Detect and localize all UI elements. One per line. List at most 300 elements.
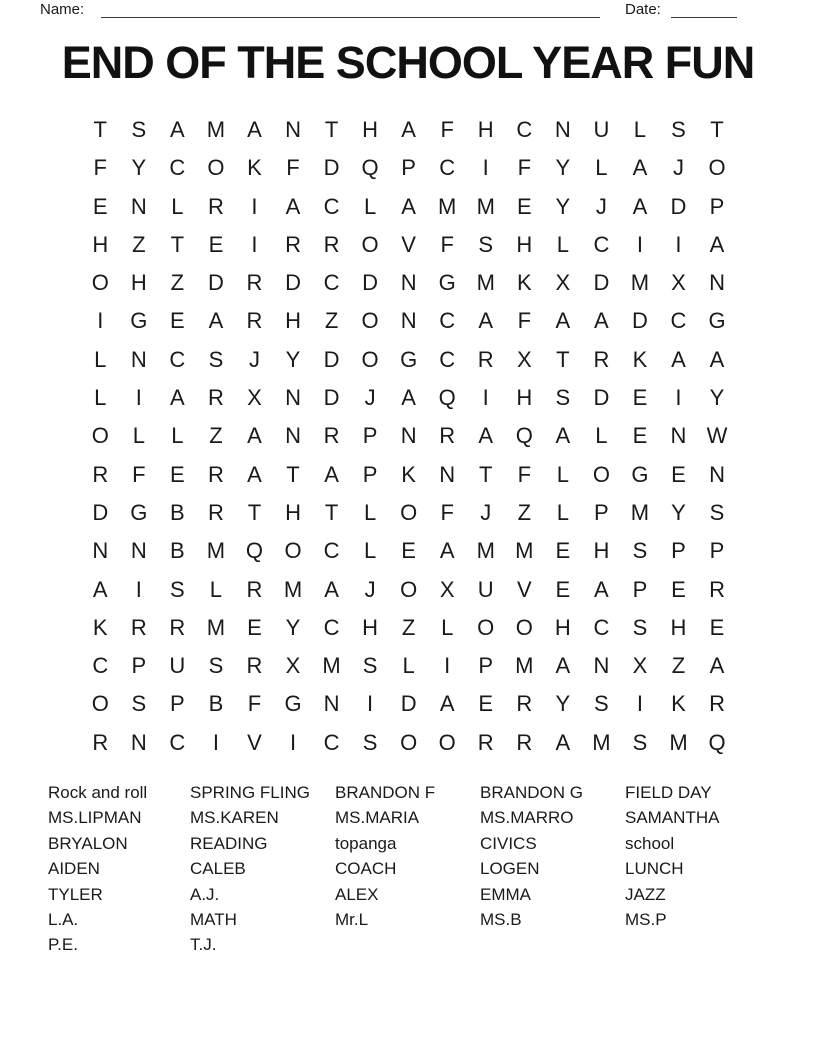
grid-cell: I — [444, 653, 451, 679]
word-list — [0, 780, 816, 980]
grid-cell: O — [284, 538, 302, 564]
grid-cell: Y — [131, 155, 147, 181]
grid-cell: B — [170, 538, 185, 564]
grid-row — [81, 149, 736, 187]
grid-cell: Z — [517, 499, 532, 525]
grid-cell: S — [671, 117, 686, 142]
grid-cell: J — [364, 576, 376, 602]
grid-cell: S — [131, 117, 147, 142]
grid-cell: R — [323, 423, 340, 449]
grid-cell: L — [94, 385, 107, 411]
grid-cell: Y — [285, 614, 301, 640]
grid-cell: A — [555, 308, 571, 334]
grid-cell: S — [362, 729, 378, 755]
grid-cell: I — [636, 231, 643, 257]
grid-cell: E — [247, 614, 262, 640]
grid-row — [81, 685, 736, 723]
grid-cell: C — [323, 538, 340, 564]
grid-cell: H — [516, 231, 533, 257]
grid-cell: C — [593, 614, 610, 640]
grid-cell: M — [669, 729, 688, 755]
grid-cell: A — [247, 461, 262, 487]
grid-cell: Q — [361, 155, 379, 181]
grid-cell: A — [170, 385, 185, 411]
grid-cell: E — [170, 308, 185, 334]
grid-cell: L — [556, 461, 569, 487]
word-item: JAZZ — [625, 884, 666, 904]
grid-cell: R — [516, 691, 533, 717]
word-item: MS.MARIA — [335, 808, 420, 828]
grid-cell: O — [400, 729, 418, 755]
grid-cell: F — [440, 231, 454, 257]
grid-cell: G — [438, 270, 456, 296]
grid-cell: Z — [324, 308, 339, 334]
grid-cell: A — [401, 117, 416, 142]
grid-row — [81, 571, 736, 609]
grid-cell: P — [632, 576, 648, 602]
grid-cell: I — [135, 576, 142, 602]
grid-cell: N — [130, 729, 147, 755]
grid-cell: L — [363, 193, 377, 219]
grid-cell: Q — [438, 385, 456, 411]
grid-row — [81, 226, 736, 264]
grid-cell: E — [671, 576, 686, 602]
grid-cell: A — [709, 231, 725, 257]
grid-cell: C — [323, 270, 340, 296]
grid-cell: J — [595, 193, 607, 219]
grid-cell: S — [709, 499, 725, 525]
grid-row — [81, 456, 736, 494]
grid-cell: U — [477, 576, 494, 602]
grid-cell: A — [247, 423, 262, 449]
grid-cell: A — [478, 423, 494, 449]
grid-cell: M — [283, 576, 303, 602]
grid-cell: F — [517, 461, 532, 487]
grid-cell: A — [555, 653, 571, 679]
grid-cell: N — [439, 461, 456, 487]
word-item: LUNCH — [625, 859, 684, 879]
grid-cell: E — [208, 231, 224, 257]
grid-cell: A — [555, 729, 571, 755]
grid-cell: N — [709, 461, 725, 487]
grid-cell: A — [401, 385, 416, 411]
grid-cell: E — [555, 538, 571, 564]
word-item: EMMA — [480, 884, 531, 904]
grid-cell: L — [633, 117, 647, 142]
grid-cell: Q — [515, 423, 533, 449]
grid-cell: D — [207, 270, 224, 296]
grid-cell: I — [482, 155, 489, 181]
grid-cell: A — [285, 193, 301, 219]
word-item: T.J. — [190, 935, 217, 955]
grid-row — [81, 417, 736, 455]
grid-cell: M — [322, 653, 341, 679]
grid-row — [81, 532, 736, 570]
grid-cell: O — [361, 346, 379, 372]
grid-cell: Z — [209, 423, 223, 449]
grid-cell: E — [92, 193, 108, 219]
grid-cell: K — [671, 691, 686, 717]
grid-cell: P — [401, 155, 416, 181]
grid-cell: K — [516, 270, 532, 296]
grid-cell: N — [130, 193, 147, 219]
grid-cell: E — [516, 193, 532, 219]
grid-cell: R — [92, 461, 109, 487]
grid-cell: A — [439, 691, 455, 717]
word-item: Mr.L — [335, 910, 369, 930]
grid-cell: Y — [555, 691, 571, 717]
grid-cell: Y — [671, 499, 686, 525]
grid-cell: A — [709, 346, 725, 372]
grid-cell: R — [207, 193, 224, 219]
grid-cell: E — [401, 538, 416, 564]
grid-cell: L — [402, 653, 415, 679]
grid-cell: O — [708, 155, 726, 181]
grid-cell: D — [323, 346, 340, 372]
grid-cell: T — [93, 117, 107, 142]
grid-cell: N — [400, 423, 417, 449]
grid-cell: A — [208, 308, 224, 334]
grid-cell: K — [632, 346, 648, 372]
grid-cell: N — [709, 270, 725, 296]
grid-row — [81, 188, 736, 226]
grid-cell: R — [169, 614, 186, 640]
grid-cell: H — [362, 117, 379, 142]
grid-cell: A — [247, 117, 262, 142]
grid-cell: A — [555, 423, 571, 449]
grid-cell: S — [362, 653, 378, 679]
word-list-column — [480, 780, 583, 932]
grid-cell: Y — [709, 385, 725, 411]
grid-cell: E — [632, 423, 648, 449]
grid-cell: C — [169, 729, 186, 755]
grid-cell: M — [206, 614, 226, 640]
word-list-column — [190, 780, 310, 958]
grid-cell: M — [515, 538, 534, 564]
name-label: Name: — [40, 1, 85, 18]
grid-cell: I — [135, 385, 142, 411]
date-label: Date: — [625, 1, 661, 18]
grid-cell: A — [401, 193, 416, 219]
grid-cell: F — [517, 308, 532, 334]
grid-cell: O — [515, 614, 533, 640]
grid-cell: M — [630, 270, 650, 296]
grid-cell: S — [632, 614, 648, 640]
grid-cell: Y — [555, 155, 571, 181]
grid-cell: J — [480, 499, 492, 525]
grid-cell: A — [439, 538, 455, 564]
grid-cell: R — [207, 461, 224, 487]
grid-cell: D — [631, 308, 648, 334]
grid-cell: R — [246, 653, 263, 679]
grid-cell: X — [247, 385, 262, 411]
grid-cell: H — [593, 538, 610, 564]
grid-cell: S — [208, 346, 224, 372]
grid-row — [81, 379, 736, 417]
grid-cell: C — [593, 231, 610, 257]
grid-cell: A — [324, 461, 339, 487]
grid-cell: P — [709, 193, 725, 219]
grid-cell: V — [401, 231, 416, 257]
grid-cell: M — [206, 538, 226, 564]
grid-cell: T — [710, 117, 724, 142]
grid-cell: R — [477, 729, 494, 755]
grid-cell: A — [709, 653, 725, 679]
grid-cell: N — [130, 346, 147, 372]
grid-cell: O — [400, 499, 418, 525]
grid-cell: A — [671, 346, 686, 372]
grid-cell: R — [207, 499, 224, 525]
grid-cell: E — [671, 461, 686, 487]
word-item: MS.P — [625, 910, 667, 930]
grid-cell: R — [477, 346, 494, 372]
grid-cell: S — [632, 538, 648, 564]
grid-cell: E — [555, 576, 571, 602]
grid-cell: L — [556, 231, 569, 257]
grid-cell: O — [438, 729, 456, 755]
grid-cell: N — [130, 538, 147, 564]
grid-cell: P — [709, 538, 725, 564]
grid-cell: S — [208, 653, 224, 679]
grid-cell: R — [323, 231, 340, 257]
grid-cell: A — [92, 576, 108, 602]
grid-cell: X — [671, 270, 686, 296]
grid-cell: A — [632, 155, 648, 181]
word-item: MS.KAREN — [190, 808, 279, 828]
grid-cell: M — [592, 729, 611, 755]
grid-cell: M — [206, 117, 226, 142]
grid-cell: S — [594, 691, 609, 717]
grid-cell: C — [516, 117, 533, 142]
grid-cell: H — [130, 270, 147, 296]
grid-cell: A — [478, 308, 494, 334]
grid-cell: N — [554, 117, 571, 142]
grid-cell: N — [285, 423, 301, 449]
grid-cell: X — [285, 653, 301, 679]
grid-row — [81, 341, 736, 379]
word-item: CIVICS — [480, 833, 537, 853]
grid-cell: W — [706, 423, 728, 449]
word-item: topanga — [335, 833, 397, 853]
grid-cell: C — [323, 614, 340, 640]
grid-cell: T — [170, 231, 185, 257]
grid-cell: I — [97, 308, 104, 334]
word-list-column — [625, 780, 719, 932]
grid-cell: H — [477, 117, 494, 142]
grid-cell: A — [170, 117, 185, 142]
word-grid — [81, 111, 736, 762]
grid-cell: L — [556, 499, 569, 525]
grid-cell: N — [285, 385, 301, 411]
grid-cell: C — [670, 308, 687, 334]
grid-cell: L — [363, 538, 377, 564]
grid-cell: E — [478, 691, 494, 717]
grid-cell: E — [170, 461, 185, 487]
word-item: AIDEN — [48, 859, 100, 879]
grid-cell: Z — [671, 653, 686, 679]
grid-cell: N — [593, 653, 610, 679]
grid-cell: R — [246, 576, 263, 602]
grid-cell: T — [247, 499, 262, 525]
name-input-line — [101, 0, 600, 18]
grid-cell: P — [362, 423, 378, 449]
word-item: SPRING FLING — [190, 783, 310, 802]
grid-cell: G — [631, 461, 649, 487]
grid-cell: U — [593, 117, 610, 142]
grid-cell: I — [636, 691, 643, 717]
grid-cell: R — [285, 231, 301, 257]
grid-cell: I — [482, 385, 489, 411]
grid-row — [81, 647, 736, 685]
grid-cell: J — [672, 155, 684, 181]
grid-cell: H — [670, 614, 687, 640]
grid-cell: S — [170, 576, 185, 602]
grid-cell: X — [555, 270, 571, 296]
grid-cell: M — [438, 193, 457, 219]
grid-cell: O — [91, 270, 109, 296]
grid-cell: D — [323, 385, 340, 411]
grid-cell: D — [400, 691, 417, 717]
grid-cell: T — [479, 461, 493, 487]
grid-cell: R — [516, 729, 533, 755]
grid-cell: E — [709, 614, 725, 640]
grid-cell: L — [132, 423, 145, 449]
grid-cell: N — [285, 117, 301, 142]
grid-cell: D — [593, 385, 610, 411]
grid-cell: M — [476, 193, 495, 219]
grid-cell: F — [440, 499, 454, 525]
word-item: BRANDON G — [480, 783, 583, 802]
grid-cell: F — [93, 155, 107, 181]
grid-cell: L — [441, 614, 454, 640]
grid-cell: G — [284, 691, 302, 717]
grid-cell: Z — [170, 270, 185, 296]
grid-cell: I — [675, 385, 682, 411]
grid-cell: C — [323, 729, 340, 755]
grid-cell: I — [251, 231, 258, 257]
grid-cell: H — [516, 385, 533, 411]
grid-cell: F — [517, 155, 532, 181]
grid-cell: L — [209, 576, 223, 602]
grid-cell: C — [323, 193, 340, 219]
word-item: BRYALON — [48, 833, 128, 853]
grid-cell: F — [286, 155, 300, 181]
grid-row — [81, 724, 736, 762]
grid-cell: X — [632, 653, 648, 679]
grid-row — [81, 609, 736, 647]
grid-cell: X — [516, 346, 532, 372]
grid-cell: S — [478, 231, 494, 257]
grid-cell: V — [516, 576, 532, 602]
grid-cell: G — [130, 499, 148, 525]
grid-cell: O — [400, 576, 418, 602]
grid-cell: K — [92, 614, 108, 640]
grid-cell: P — [170, 691, 185, 717]
grid-cell: R — [709, 691, 725, 717]
grid-cell: Y — [285, 346, 301, 372]
grid-cell: R — [207, 385, 224, 411]
grid-cell: R — [130, 614, 147, 640]
word-item: COACH — [335, 859, 397, 879]
grid-row — [81, 494, 736, 532]
grid-cell: I — [212, 729, 219, 755]
grid-cell: T — [286, 461, 300, 487]
grid-cell: D — [670, 193, 687, 219]
grid-cell: N — [400, 308, 417, 334]
grid-cell: D — [323, 155, 340, 181]
word-item: ALEX — [335, 884, 379, 904]
grid-cell: T — [556, 346, 570, 372]
grid-row — [81, 264, 736, 302]
grid-cell: X — [439, 576, 455, 602]
grid-cell: O — [91, 691, 109, 717]
grid-cell: R — [593, 346, 610, 372]
word-item: MS.LIPMAN — [48, 808, 142, 828]
grid-cell: P — [131, 653, 147, 679]
grid-cell: C — [92, 653, 109, 679]
grid-row — [81, 302, 736, 340]
word-item: A.J. — [190, 884, 220, 904]
grid-cell: L — [595, 155, 608, 181]
word-item: BRANDON F — [335, 783, 436, 802]
grid-cell: N — [400, 270, 417, 296]
grid-cell: N — [92, 538, 109, 564]
grid-cell: D — [362, 270, 379, 296]
grid-cell: D — [593, 270, 610, 296]
grid-cell: O — [361, 231, 379, 257]
grid-cell: M — [476, 270, 495, 296]
grid-cell: N — [323, 691, 340, 717]
grid-cell: S — [555, 385, 571, 411]
grid-cell: S — [131, 691, 147, 717]
grid-cell: I — [251, 193, 258, 219]
grid-cell: L — [363, 499, 377, 525]
grid-cell: P — [478, 653, 494, 679]
grid-cell: D — [285, 270, 301, 296]
grid-cell: O — [91, 423, 109, 449]
grid-cell: E — [632, 385, 648, 411]
grid-cell: M — [630, 499, 650, 525]
grid-cell: H — [362, 614, 379, 640]
grid-cell: Z — [132, 231, 146, 257]
grid-cell: O — [361, 308, 379, 334]
grid-cell: D — [92, 499, 109, 525]
grid-cell: H — [285, 499, 301, 525]
grid-cell: A — [594, 576, 609, 602]
grid-cell: C — [439, 308, 456, 334]
word-item: TYLER — [48, 884, 103, 904]
grid-cell: N — [670, 423, 687, 449]
grid-cell: G — [400, 346, 418, 372]
grid-cell: M — [515, 653, 534, 679]
grid-cell: H — [285, 308, 301, 334]
word-item: MS.MARRO — [480, 808, 574, 828]
grid-cell: P — [594, 499, 609, 525]
grid-cell: L — [94, 346, 107, 372]
grid-cell: R — [246, 270, 263, 296]
grid-cell: G — [708, 308, 726, 334]
grid-cell: O — [592, 461, 610, 487]
grid-cell: J — [248, 346, 260, 372]
grid-cell: Q — [708, 729, 726, 755]
grid-cell: J — [364, 385, 376, 411]
grid-cell: L — [595, 423, 608, 449]
grid-cell: C — [439, 155, 456, 181]
grid-cell: K — [247, 155, 262, 181]
grid-cell: C — [439, 346, 456, 372]
grid-cell: B — [208, 691, 224, 717]
grid-cell: F — [440, 117, 454, 142]
